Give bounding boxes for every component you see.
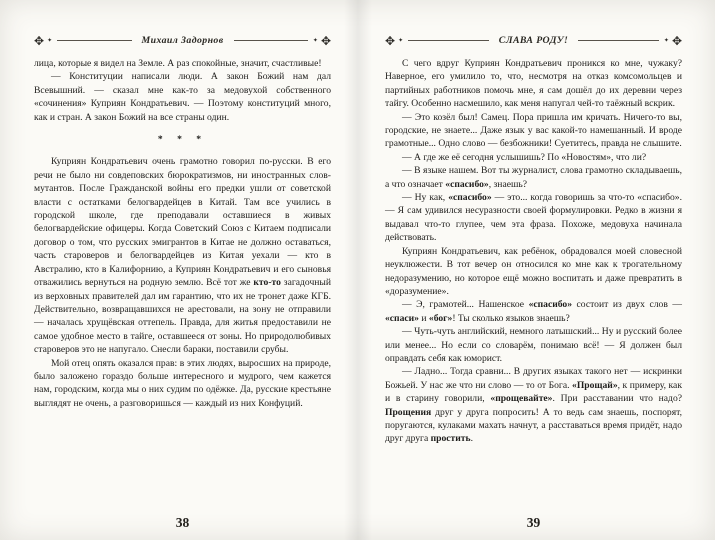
section-separator: * * * xyxy=(157,134,208,146)
header-ornament-icon: ✥ xyxy=(671,33,682,48)
paragraph: — В языке нашем. Вот ты журналист, слова грамотно складываешь, а что означает «спасибо», знаешь? xyxy=(385,165,682,190)
header-diamond-icon: ✦ xyxy=(398,36,404,44)
paragraph: Куприян Кондратьевич, как ребёнок, обрадовался моей словесной неуклюжести. В тот вечер он относился ко мне как к трогательному недоразумению, но которое ещё можно воспитать и даже превратить в «доразумение». xyxy=(385,245,682,297)
paragraph: — Чуть-чуть английский, немного латышский... Ну и русский более или менее... Но если со словарём, понимаю всё! — Я должен был оправдать себя как юморист. xyxy=(385,326,682,364)
book-gutter-shadow xyxy=(344,0,372,540)
page-body-left xyxy=(34,57,331,410)
paragraph: — Э, грамотей... Нашенское «спасибо» состоит из двух слов — «спаси» и «бог»! Ты сколько языков знаешь? xyxy=(385,299,682,324)
header-diamond-icon: ✦ xyxy=(47,36,53,44)
paragraph: — Ладно... Тогда сравни... В других языках такого нет — искринки Божьей. У нас же что ни слово — то от Бога. «Прощай», к примеру, как и в старину говорили, «прощевайте». При расставании что надо? Прощения друг у друга попросить! А то ведь сам знаешь, поспорят, поругаются, кулаками махать начнут, а расставаться время придёт, надо друг друга простить. xyxy=(385,366,682,445)
paragraph: Куприян Кондратьевич очень грамотно говорил по-русски. В его речи не было ни совдеповских бюрократизмов, ни иностранных слов-мутантов. После Гражданской войны его предки ушли от советской власти с остатками белогвардейцев в Китай. Там все учились в городской школе, где преподавали оставшиеся в живых белогвардейские офицеры. Когда Советский Союз с Китаем подписали договор о том, что русских эмигрантов в Китае не должно оставаться, часть староверов и белогвардейцев из Китая уехали — кто в Австралию, кто в Калифорнию, а Куприян Кондратьевич и его сыновья отважились вернуться на родную землю. Всё тот же кто-то загадочный из верховных правителей дал им гарантию, что их не тронет даже КГБ. Действительно, возвращавшихся не арестовали, на зону не отправили — началась хрущёвская оттепель. Правда, для житья предоставили не самое удобное место в тайге, оставшееся от зоны. Но природолюбивых староверов это не напугало. Снесли бараки, поставили срубы. xyxy=(34,156,332,356)
running-header-author-label: Михаил Задорнов xyxy=(141,35,224,46)
paragraph: лица, которые я видел на Земле. А раз спокойные, значит, счастливые! xyxy=(34,58,322,69)
paragraph: С чего вдруг Куприян Кондратьевич проникся ко мне, чужаку? Наверное, его умилило то, что, несмотря на отказ комсомольцев и партийных работников помочь мне, я сам дошёл до их деревни через тайгу. Особенно насмешило, как меня напугал чей-то таёжный вскрик. xyxy=(385,58,682,110)
paragraph: — Конституции написали люди. А закон Божий нам дал Всевышний. — сказал мне как-то за медовухой собственного «сочинения» Куприян Кондратьевич. — Поэтому конституций много, как и стран. А закон Божий на все страны один. xyxy=(34,71,331,123)
paragraph: — Это козёл был! Самец. Пора пришла им кричать. Ничего-то вы, городские, не знаете... Даже язык у вас какой-то намешанный. И вроде грамотные... Одно слово — безбожники! Суетитесь, правда не слышите. xyxy=(385,111,682,150)
page-left xyxy=(34,33,331,531)
page-body-right xyxy=(385,57,682,446)
paragraph: — Ну как, «спасибо» — это... когда говоришь за что-то «спасибо». — Я сам удивился несуразности своей формулировки. Редко в жизни я выдавал что-то глупее, чем эта фраза. Похоже, медовуха начинала действовать. xyxy=(385,192,682,244)
header-rule xyxy=(578,40,659,41)
header-ornament-icon: ✥ xyxy=(34,33,45,48)
page-number-left: 38 xyxy=(175,515,190,530)
header-rule xyxy=(234,40,308,41)
page-right xyxy=(385,33,682,531)
header-diamond-icon: ✦ xyxy=(663,36,669,44)
page-number-right: 39 xyxy=(526,515,541,530)
header-rule xyxy=(408,40,489,41)
header-ornament-icon: ✥ xyxy=(320,33,332,48)
running-header-right xyxy=(385,33,682,48)
paragraph: Мой отец опять оказался прав: в этих людях, выросших на природе, было заложено гораздо больше интересного и мудрого, чем кажется нам, городским, когда мы о них судим по одёжке. Да, русские крестьяне выглядят не очень, а разговоришься — каждый из них Конфуций. xyxy=(34,357,331,409)
header-ornament-icon: ✥ xyxy=(385,33,396,48)
running-header-title-label: СЛАВА РОДУ! xyxy=(498,35,569,46)
paragraph: — А где же её сегодня услышишь? По «Новостям», что ли? xyxy=(402,151,647,163)
running-header-left xyxy=(34,33,331,48)
header-rule xyxy=(57,40,131,41)
header-diamond-icon: ✦ xyxy=(312,36,318,44)
